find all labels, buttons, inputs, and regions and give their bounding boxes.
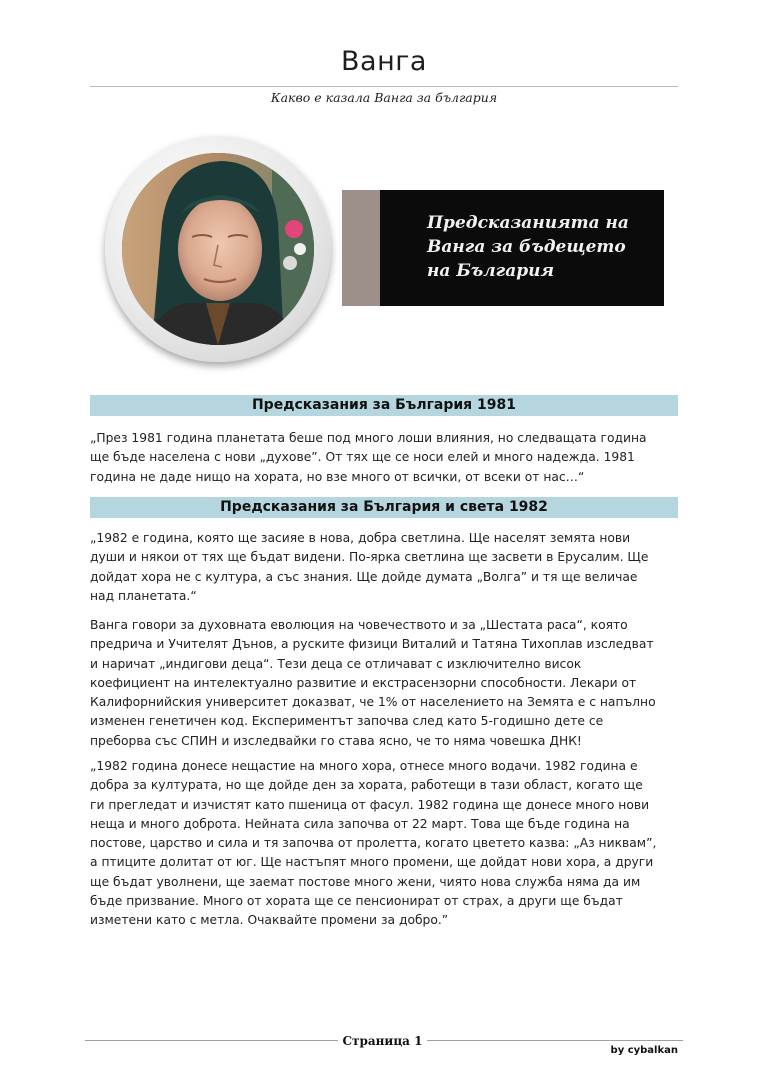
text-line: бъде призвание. Много от хората ще се пенсионират от страх, а други ще бъдат	[90, 894, 623, 909]
text-line: ще бъдат уволнени, ще заемат постове много жени, чиято нова служба няма да им	[90, 874, 641, 889]
text-line: „През 1981 година планетата беше под много лоши влияния, но следващата година	[90, 431, 647, 445]
portrait-photo	[122, 153, 314, 345]
footer-divider-right	[427, 1040, 683, 1041]
author-byline: by cybalkan	[610, 1045, 678, 1056]
banner-line: на България	[427, 261, 555, 281]
footer-divider-left	[85, 1040, 338, 1041]
page-number: Страница 1	[342, 1034, 423, 1048]
banner-line: Ванга за бъдещето	[427, 237, 626, 257]
portrait-illustration	[122, 153, 314, 345]
text-line: и наричат „индигови деца“. Тези деца се отличават с изключително висок	[90, 656, 582, 671]
text-line: преборва със СПИН и изследвайки го става ясно, че то няма човешка ДНК!	[90, 733, 582, 748]
paragraph-1982-c	[90, 757, 682, 931]
section-heading-1981: Предсказания за България 1981	[90, 395, 678, 416]
text-line: а птиците долитат от юг. Ще настъпят много промени, ще дойдат нови хора, а други	[90, 855, 654, 870]
text-line: добра за културата, но ще дойде ден за хората, работещи в тази област, когато ще	[90, 778, 643, 793]
text-line: изменен генетичен код. Експериментът започва след като 5-годишно дете се	[90, 714, 604, 729]
section-heading-1982: Предсказания за България и света 1982	[90, 497, 678, 518]
paragraph-1981	[90, 429, 682, 487]
text-line: ще бъде населена с нови „духове”. От тях ще се носи елей и много надежда. 1981	[90, 450, 635, 465]
text-line: „1982 е година, която ще засияе в нова, добра светлина. Ще населят земята нови	[90, 531, 631, 545]
text-line: коефициент на интелектуално развитие и екстрасензорни способности. Лекари от	[90, 675, 637, 690]
text-line: постове, царство и сила и тя започва от пролетта, когато цветето казва: „Аз никвам”,	[90, 836, 657, 851]
text-line: „1982 година донесе нещастие на много хора, отнесе много водачи. 1982 година е	[90, 759, 638, 773]
text-line: ги прегледат и изчистят като пшеница от фасул. 1982 година ще донесе много нови	[90, 797, 650, 812]
document-title: Ванга	[341, 46, 427, 77]
paragraph-1982-a	[90, 529, 682, 606]
banner-stripe	[342, 190, 380, 306]
paragraph-1982-b	[90, 616, 682, 751]
title-divider	[90, 86, 678, 87]
text-line: предрича и Учителят Дънов, а руските физици Виталий и Татяна Тихоплав изследват	[90, 637, 654, 652]
text-line: година не даде нищо на хората, но взе много от всички, от всеки от нас…“	[90, 469, 585, 484]
banner-title	[427, 211, 657, 283]
document-subtitle: Какво е казала Ванга за българия	[270, 90, 498, 105]
text-line: неща и много доброта. Нейната сила започва от 22 март. Това ще бъде година на	[90, 816, 630, 831]
text-line: души и някои от тях ще бъдат видени. По-ярка светлина ще засвети в Ерусалим. Ще	[90, 550, 649, 565]
text-line: Ванга говори за духовната еволюция на човечеството и за „Шестата раса“, която	[90, 618, 628, 632]
text-line: над планетата.“	[90, 588, 197, 603]
banner-line: Предсказанията на	[427, 213, 629, 233]
text-line: Калифорнийския университет доказват, че 1% от населението на Земята е с напълно	[90, 695, 656, 710]
text-line: изметени като с метла. Очаквайте промени за добро.”	[90, 913, 449, 928]
text-line: дойдат хора не с култура, а със знания. Ще дойде думата „Волга” и тя ще величае	[90, 569, 638, 584]
